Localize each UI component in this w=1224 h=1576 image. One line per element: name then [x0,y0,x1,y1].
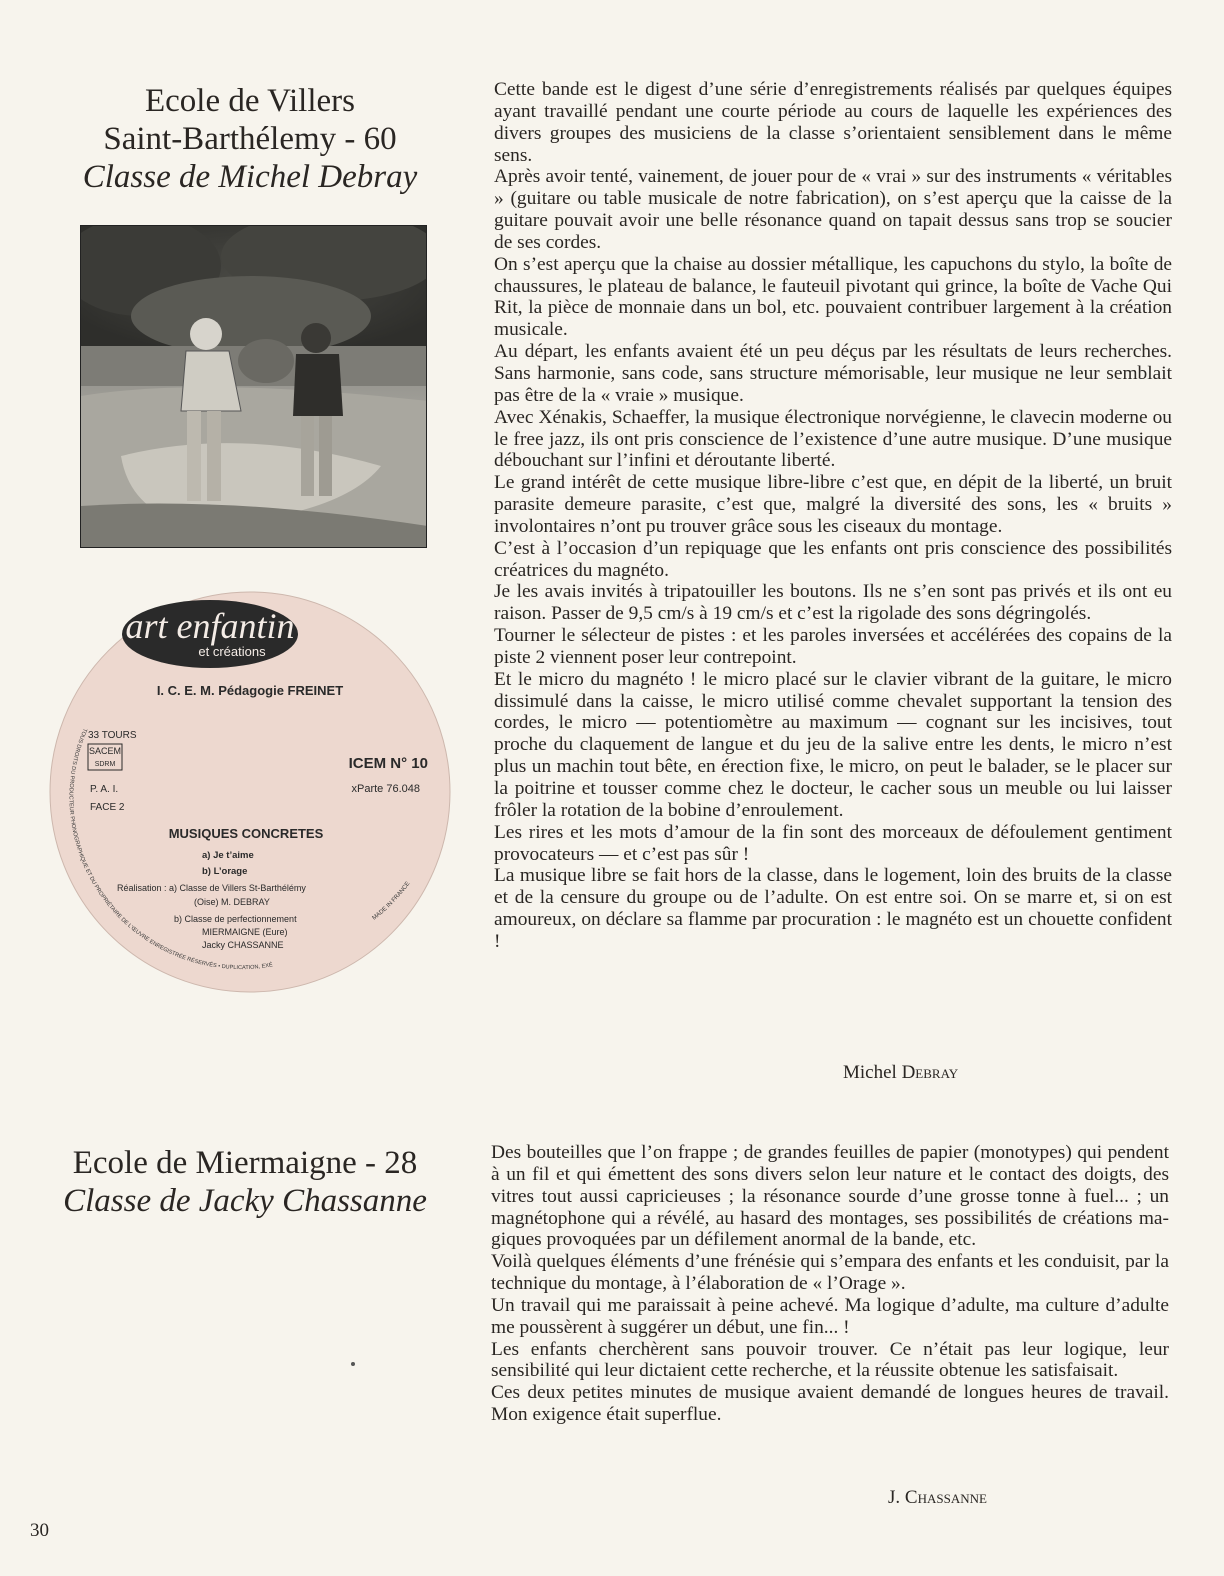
section2-heading [30,1144,460,1220]
signature-debray [843,1062,958,1084]
label-rim-left: TOUS DROITS DU PRODUCTEUR PHONOGRAPHIQUE ET DU PROPRIÉTAIRE DE L'ŒUVRE ENREGISTRÉE RÉSERVÉS • DUPLICATION, EXÉ [67,727,274,972]
paragraph: Les rires et les mots d’amour de la fin sont des morceaux de défoulement gentiment provocateurs — et c’est pas sûr ! [494,821,1172,865]
label-sdrm: SDRM [94,761,116,768]
label-logo-sub: et créations [198,644,266,659]
paragraph: On s’est aperçu que la chaise au dossier métallique, les capuchons du stylo, la boîte de chaussures, le plateau de balance, le fauteuil pivotant qui grince, la boîte de Vache Qui Rit, la pièce de monnaie dans un bol, etc. pouvaient contribuer largement à la création musicale. [494,253,1172,341]
paragraph: Ces deux petites minutes de musique avaient demandé de longues heures de travail. Mon exigence était superflue. [491,1382,1169,1426]
paragraph: La musique libre se fait hors de la classe, dans le logement, loin des bruits de la classe et de la censure du groupe ou de l’adulte. On est entre soi. On se marre et, si on est amoureux, on déclare sa flamme par procuration : le magnéto est un chouette confident ! [494,865,1172,952]
class-name-debray: Classe de Michel Debray [82,159,418,195]
page-number: 30 [30,1520,49,1541]
paragraph: C’est à l’occasion d’un repiquage que les enfants ont pris conscience des possibilités créatrices du magnéto. [494,537,1172,581]
label-rim-right: MADE IN FRANCE [371,880,412,922]
print-speck [351,1362,355,1366]
paragraph: Voilà quelques éléments d’une frénésie qui s’empara des enfants et les conduisit, par la technique du montage, à l’élaboration de « l’Orage ». [491,1251,1169,1295]
paragraph: Avec Xénakis, Schaeffer, la musique électronique norvégienne, le clavecin moderne ou le free jazz, ils ont pris conscience de l’existence d’une autre musique. D’une musique débouchant sur l’infini et déroutante liberté. [494,406,1172,472]
label-title: MUSIQUES CONCRETES [168,826,324,841]
paragraph: Je les avais invités à tripatouiller les boutons. Ils ne s’en sont pas privés et ils ont eu raison. Passer de 9,5 cm/s à 19 cm/s et c’est la rigolade des sons dégringolés. [494,581,1172,625]
label-pai: P. A. I. [90,784,119,795]
label-credit-3: b) Classe de perfectionnement [174,914,297,924]
signature-chassanne-last: Chassanne [904,1487,987,1508]
paragraph: Cette bande est le digest d’une série d’enregistrements réalisés par quelques équipes ayant travaillé pendant une courte période au cours de laquelle les expériences des divers groupes des musiciens de la classe s’orientaient sensiblement dans le même sens. [494,79,1172,166]
school-location-villers: Saint-Barthélemy - 60 [103,121,397,157]
paragraph: Un travail qui me paraissait à peine achevé. Ma logique d’adulte, ma culture d’adulte me poussèrent à suggérer un début, une fin... ! [491,1294,1169,1338]
label-credit-2: (Oise) M. DEBRAY [194,897,270,907]
signature-debray-first: Michel [843,1062,902,1083]
paragraph: Les enfants cherchèrent sans pouvoir trouver. Ce n’était pas leur logique, leur sensibilité qui leur dictaient cette recherche, et la réussite obtenue les satisfaisait. [491,1338,1169,1382]
class-name-chassanne: Classe de Jacky Chassanne [63,1183,427,1219]
paragraph: Le grand intérêt de cette musique libre-libre c’est que, en dépit de la liberté, un bruit parasite demeure parasite, c’est que, malgré la diversité des sons, les « bruits » involontaires n’ont pu trouver grâce sous les ciseaux du montage. [494,472,1172,537]
paragraph: Au départ, les enfants avaient été un peu déçus par les résultats de leurs recherches. Sans harmonie, sans code, sans structure mémorisable, leur musique ne leur semblait pas être de la « vraie » musique. [494,341,1172,406]
label-sacem: SACEM [88,746,122,756]
label-credit-4: MIERMAIGNE (Eure) [202,927,288,937]
paragraph: Tourner le sélecteur de pistes : et les paroles inversées et accélérées des copains de la piste 2 viennent poser leur contrepoint. [494,625,1172,668]
children-photo-drawing [81,226,427,548]
label-catalog: ICEM N° 10 [348,755,428,772]
signature-debray-last: Debray [901,1062,959,1083]
label-speed: 33 TOURS [88,730,137,741]
signature-chassanne-first: J. [888,1487,905,1508]
label-face: FACE 2 [90,802,125,813]
paragraph: Après avoir tenté, vainement, de jouer pour de « vrai » sur des instruments « véritables » (guitare ou table musicale de notre fabrication), on s’est aperçu que la caisse de la guitare pouvait avoir une belle résonance quand on tapait dessus sans trop se soucier de ses cordes. [494,166,1172,253]
label-publisher: I. C. E. M. Pédagogie FREINET [156,683,344,698]
label-track-b: b) L’orage [202,866,248,877]
label-credit-5: Jacky CHASSANNE [202,940,284,950]
label-track-a: a) Je t’aime [202,850,254,861]
section2-body [491,1142,1169,1426]
record-label [44,588,456,996]
record-label-drawing [44,588,456,996]
paragraph: Des bouteilles que l’on frappe ; de grandes feuilles de papier (monotypes) qui pendent à un fil et qui émettent des sons divers selon leur nature et le contact des doigts, des vitres tout aussi capricieuses ; la résonance sourde d’une grosse tonne à fuel... ; un magnétophone qui a révélé, au hasard des montages, ses possibilités de créations magiques provoquées par un défilement anormal de la bande, etc. [491,1142,1169,1251]
label-matrix: xParte 76.048 [351,783,420,795]
section1-heading [40,82,460,196]
label-credit-1: Réalisation : a) Classe de Villers St-Barthélémy [117,883,306,893]
children-photo [80,225,427,548]
section1-body [494,79,1172,953]
paragraph: Et le micro du magnéto ! le micro placé sur le clavier vibrant de la guitare, le micro dissimulé dans la caisse, le micro utilisé comme chevalet supportant la tension des cordes, le micro — potentiomètre au maximum — cognant sur les incisives, tout proche du claquement de langue et du jeu de la salive entre les dents, le micro n’est plus un machin tout bête, en érection fixe, le micro, on peut le balader, se le placer sur la poitrine et tousser comme chez le docteur, le cacher sous un meuble ou lui laisser frôler la rotation de la bobine d’enroulement. [494,668,1172,821]
school-name-villers: Ecole de Villers [144,83,355,119]
school-name-miermaigne: Ecole de Miermaigne - 28 [72,1145,418,1181]
signature-chassanne [888,1487,987,1509]
label-logo-main: art enfantin [125,606,295,646]
